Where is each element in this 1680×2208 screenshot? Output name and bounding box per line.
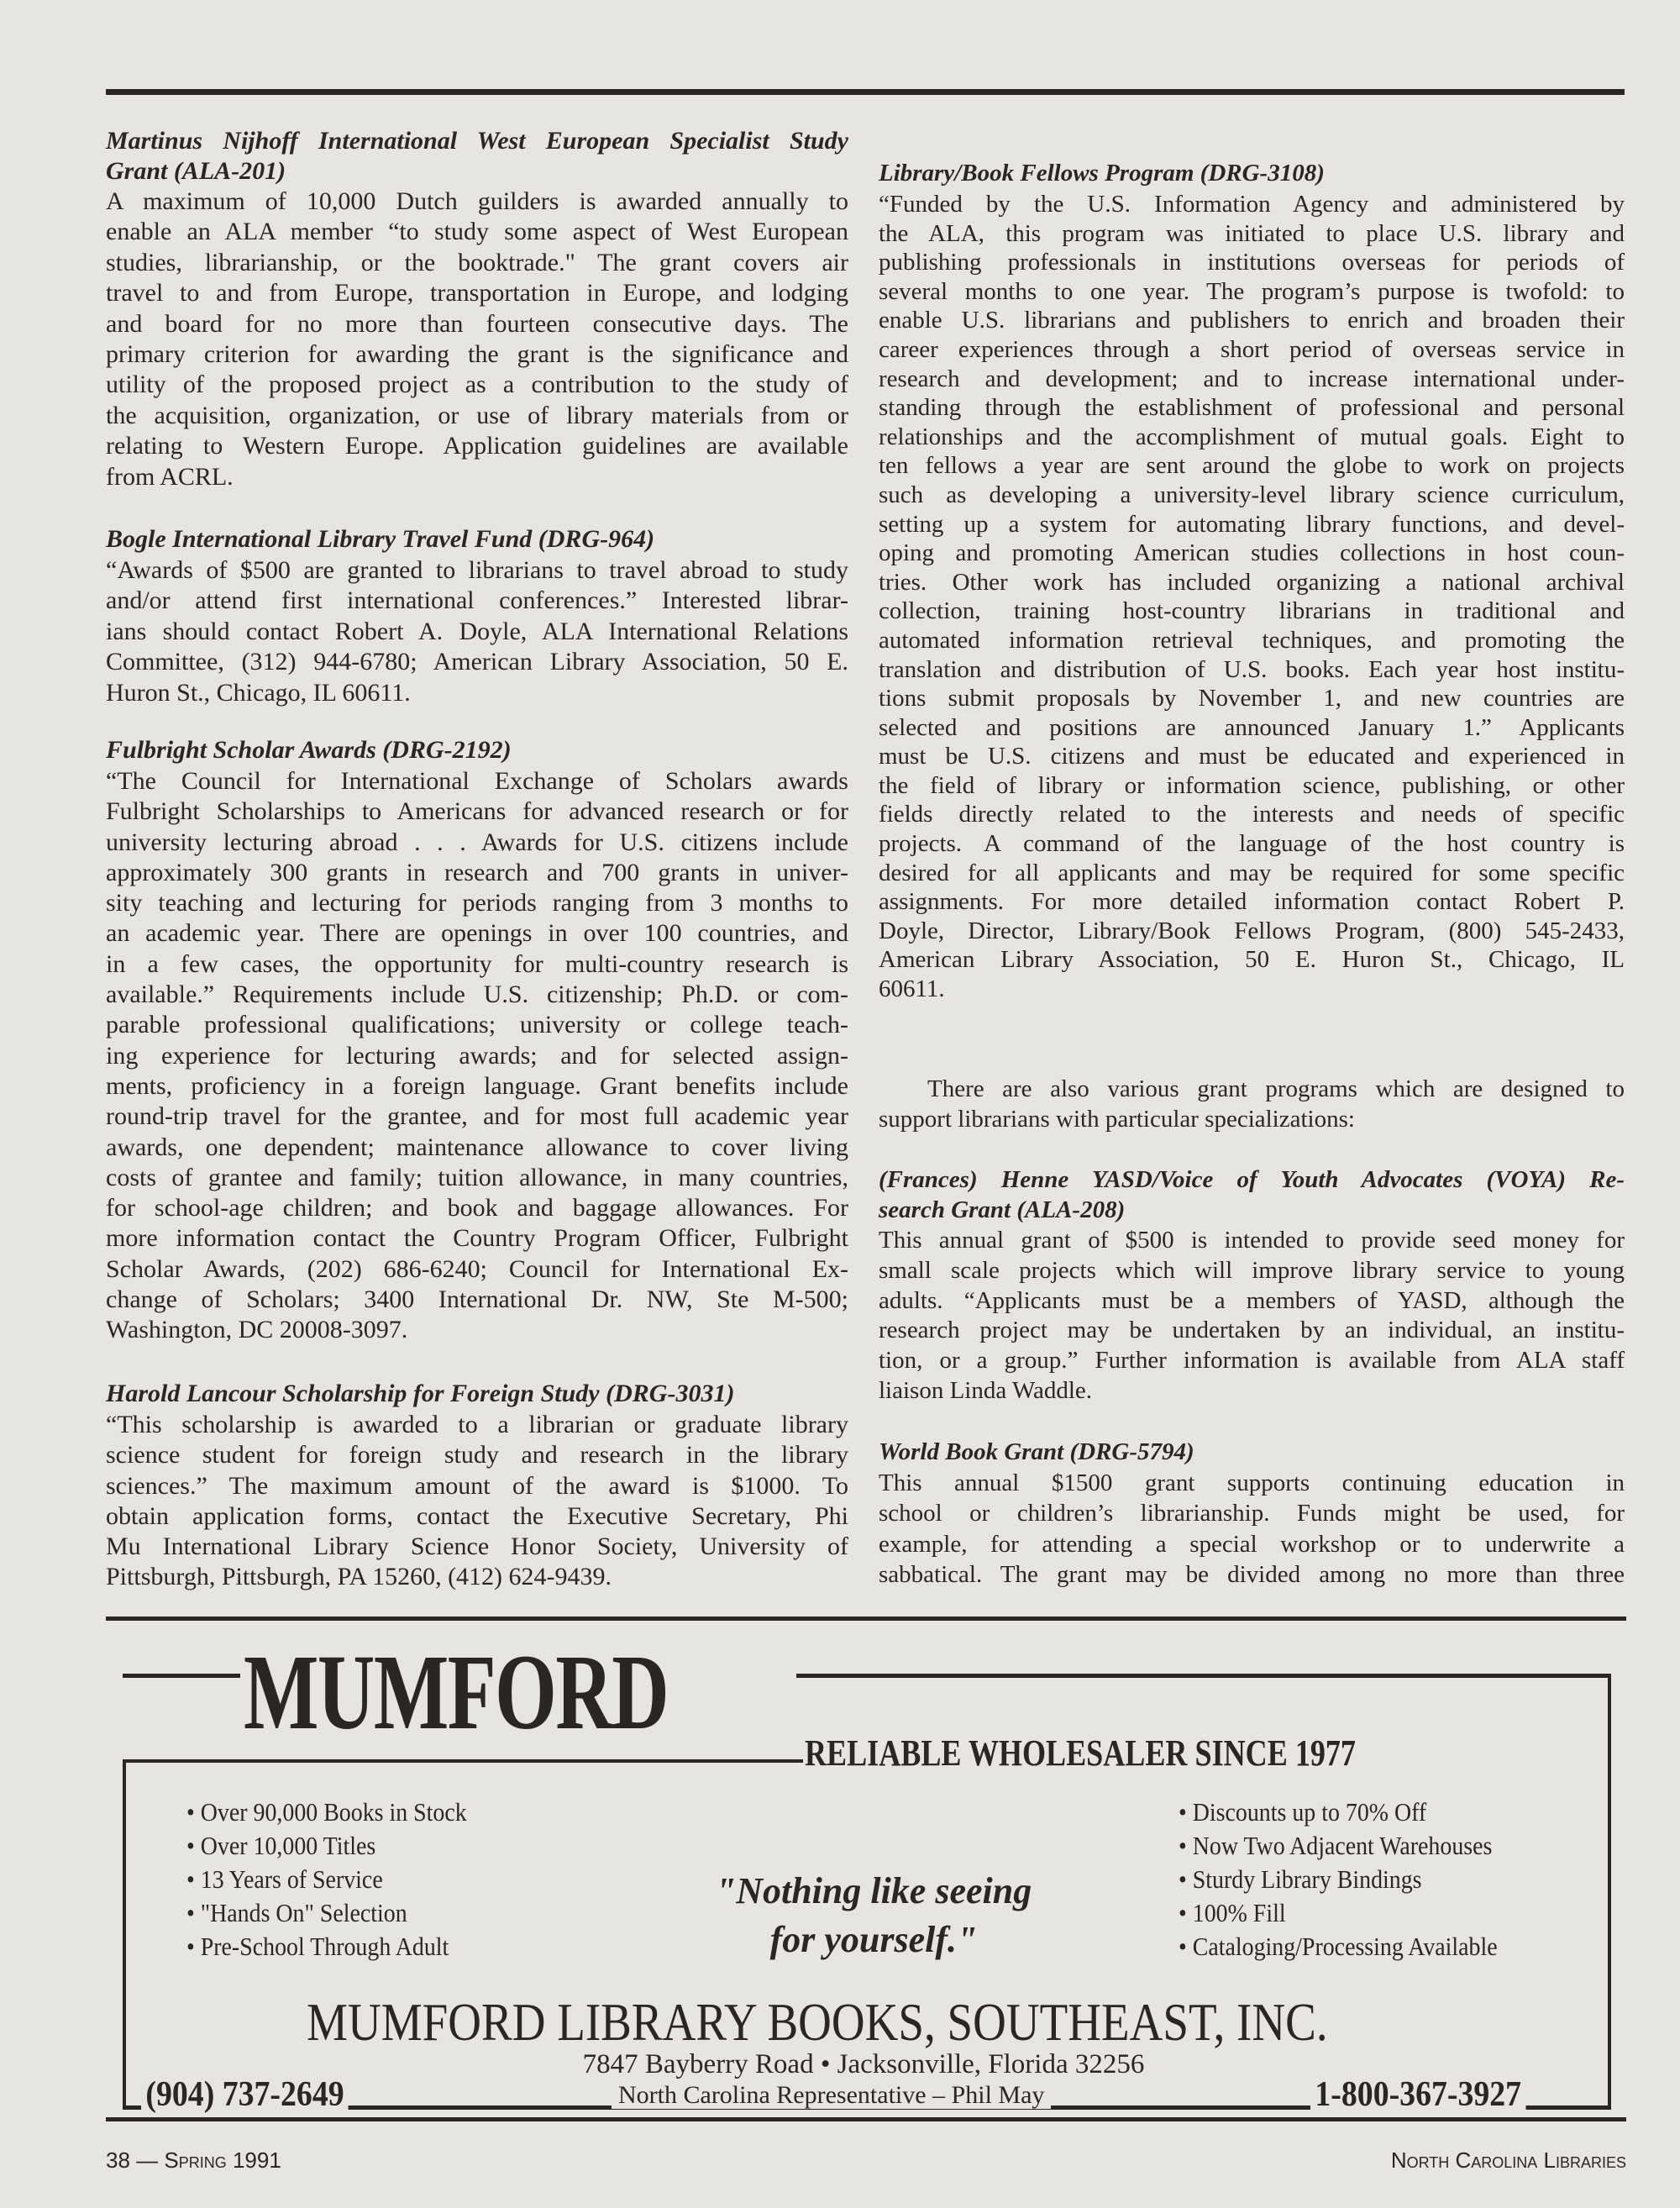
nijhoff-body xyxy=(106,187,848,492)
text-line: “The Council for International Exchange of Scholars awards xyxy=(106,767,848,795)
text-line: fields directly related to the interests and needs of specific xyxy=(879,801,1625,828)
text-line: obtain application forms, contact the Executive Secretary, Phi xyxy=(106,1501,848,1530)
ad-phone-local: (904) 737-2649 xyxy=(141,2075,349,2114)
ad-left-flank-rule xyxy=(123,1674,240,1678)
henne-body xyxy=(879,1226,1625,1406)
text-line: from ACRL. xyxy=(106,462,234,491)
henne-heading xyxy=(879,1164,1625,1225)
text-line: World Book Grant (DRG-5794) xyxy=(879,1438,1194,1465)
text-line: utility of the proposed project as a contribution to the study of xyxy=(106,371,848,399)
text-line: publishing professionals in institutions overseas for periods of xyxy=(879,249,1625,276)
text-line: ten fellows a year are sent around the globe to work on projects xyxy=(879,452,1625,480)
text-line: small scale projects which will improve library service to young xyxy=(879,1256,1625,1284)
lancour-heading xyxy=(106,1379,848,1409)
text-line: automated information retrieval techniques, and promoting the xyxy=(879,626,1625,654)
text-line: awards, one dependent; maintenance allowance to cover living xyxy=(106,1133,848,1161)
text-line: tion, or a group.” Further information is available from ALA staff xyxy=(879,1347,1625,1375)
text-line: more information contact the Country Program Officer, Fulbright xyxy=(106,1224,848,1253)
ad-bullet: • Pre-School Through Adult xyxy=(186,1932,449,1961)
text-line: sciences.” The maximum amount of the award is $1000. To xyxy=(106,1471,848,1500)
text-line: standing through the establishment of professional and personal xyxy=(879,394,1625,422)
ad-slogan-line: for yourself." xyxy=(769,1919,978,1960)
ad-bullet: • Over 10,000 Titles xyxy=(186,1831,376,1860)
text-line: example, for attending a special workshop or to underwrite a xyxy=(879,1530,1625,1558)
text-line: American Library Association, 50 E. Huron St., Chicago, IL xyxy=(879,946,1625,974)
text-line: Doyle, Director, Library/Book Fellows Program, (800) 545-2433, xyxy=(879,917,1625,944)
ad-bullet: • "Hands On" Selection xyxy=(186,1898,407,1927)
text-line: Bogle International Library Travel Fund (DRG-964) xyxy=(106,525,655,553)
text-line: A maximum of 10,000 Dutch guilders is awarded annually to xyxy=(106,187,848,215)
ad-company-name: MUMFORD LIBRARY BOOKS, SOUTHEAST, INC. xyxy=(307,1992,1328,2052)
text-line: tries. Other work has included organizing a national archival xyxy=(879,568,1625,596)
text-line: Martinus Nijhoff International West European Specialist Study xyxy=(106,127,848,155)
text-line: 60611. xyxy=(879,975,945,1003)
text-line: “This scholarship is awarded to a librarian or graduate library xyxy=(106,1411,848,1438)
ad-bullet: • Over 90,000 Books in Stock xyxy=(186,1797,467,1827)
text-line: Huron St., Chicago, IL 60611. xyxy=(106,678,411,707)
text-line: such as developing a university-level library science curriculum, xyxy=(879,481,1625,508)
fulbright-body xyxy=(106,766,848,1346)
top-rule xyxy=(106,89,1625,95)
lancour-body xyxy=(106,1410,848,1593)
text-line: ing experience for lecturing awards; and for selected assign- xyxy=(106,1041,848,1070)
ad-bullet: • 13 Years of Service xyxy=(186,1864,383,1894)
ad-slogan xyxy=(689,1867,1058,1964)
intro-paragraph xyxy=(879,1074,1625,1134)
ad-bullet: • 100% Fill xyxy=(1179,1898,1286,1927)
ad-brand-logo: MUMFORD xyxy=(244,1632,669,1752)
text-line: approximately 300 grants in research and 700 grants in univer- xyxy=(106,858,848,886)
text-line: Washington, DC 20008-3097. xyxy=(106,1316,408,1344)
text-line: change of Scholars; 3400 International Dr. NW, Ste M-500; xyxy=(106,1285,848,1314)
ad-bullet: • Discounts up to 70% Off xyxy=(1179,1797,1427,1827)
text-line: This annual $1500 grant supports continuing education in xyxy=(879,1469,1625,1496)
ad-slogan-line: "Nothing like seeing xyxy=(715,1870,1032,1911)
text-line: available.” Requirements include U.S. citizenship; Ph.D. or com- xyxy=(106,980,848,1009)
text-line: oping and promoting American studies collections in host coun- xyxy=(879,539,1625,567)
text-line: tions submit proposals by November 1, and new countries are xyxy=(879,685,1625,712)
text-line: several months to one year. The program’s purpose is twofold: to xyxy=(879,277,1625,305)
ad-tagline: RELIABLE WHOLESALER SINCE 1977 xyxy=(805,1732,1356,1774)
text-line: “Funded by the U.S. Information Agency and administered by xyxy=(879,191,1625,218)
text-line: setting up a system for automating library functions, and devel- xyxy=(879,510,1625,538)
text-line: collection, training host-country librarians in traditional and xyxy=(879,597,1625,625)
ad-bullet: • Cataloging/Processing Available xyxy=(1179,1932,1498,1961)
text-line: for school-age children; and book and baggage allowances. For xyxy=(106,1194,848,1222)
ad-bottom-rule xyxy=(106,2117,1626,2121)
text-line: search Grant (ALA-208) xyxy=(879,1196,1126,1223)
fellows-body xyxy=(879,190,1625,1004)
text-line: and board for no more than fourteen consecutive days. The xyxy=(106,309,848,338)
ad-right-bullets xyxy=(1179,1795,1533,1964)
text-line: enable an ALA member “to study some aspect of West European xyxy=(106,218,848,246)
text-line: This annual grant of $500 is intended to provide seed money for xyxy=(879,1227,1625,1254)
text-line: research and development; and to increase international under- xyxy=(879,365,1625,392)
text-line: Grant (ALA-201) xyxy=(106,157,286,185)
text-line: an academic year. There are openings in over 100 countries, and xyxy=(106,919,848,948)
text-line: career experiences through a short period of overseas service in xyxy=(879,335,1625,363)
text-line: Mu International Library Science Honor Society, University of xyxy=(106,1532,848,1561)
fellows-heading xyxy=(879,158,1625,188)
bogle-body xyxy=(106,555,848,708)
text-line: research project may be undertaken by an individual, an institu- xyxy=(879,1317,1625,1344)
text-line: assignments. For more detailed information contact Robert P. xyxy=(879,888,1625,916)
text-line: relationships and the accomplishment of mutual goals. Eight to xyxy=(879,423,1625,450)
text-line: primary criterion for awarding the grant is the significance and xyxy=(106,340,848,369)
text-line: projects. A command of the language of the host country is xyxy=(879,830,1625,858)
text-line: Committee, (312) 944-6780; American Library Association, 50 E. xyxy=(106,648,848,676)
text-line: ians should contact Robert A. Doyle, ALA International Relations xyxy=(106,617,848,645)
text-line: enable U.S. librarians and publishers to enrich and broaden their xyxy=(879,307,1625,334)
ad-address: 7847 Bayberry Road • Jacksonville, Florida 32256 xyxy=(582,2049,1145,2079)
text-line: studies, librarianship, or the booktrade." The grant covers air xyxy=(106,248,848,276)
text-line: the ALA, this program was initiated to place U.S. library and xyxy=(879,219,1625,247)
worldbook-heading xyxy=(879,1437,1625,1467)
ad-right-border xyxy=(1608,1674,1611,2109)
text-line: and/or attend first international conferences.” Interested librar- xyxy=(106,586,848,615)
text-line: desired for all applicants and may be required for some specific xyxy=(879,859,1625,886)
ad-phone-tollfree: 1-800-367-3927 xyxy=(1310,2075,1525,2114)
text-line: costs of grantee and family; tuition allowance, in many countries, xyxy=(106,1163,848,1191)
text-line: sity teaching and lecturing for periods ranging from 3 months to xyxy=(106,889,848,917)
text-line: There are also various grant programs which are designed to xyxy=(927,1075,1625,1102)
text-line: (Frances) Henne YASD/Voice of Youth Advocates (VOYA) Re- xyxy=(879,1166,1625,1193)
bogle-heading xyxy=(106,524,848,555)
text-line: parable professional qualifications; university or college teach- xyxy=(106,1011,848,1039)
text-line: liaison Linda Waddle. xyxy=(879,1376,1093,1404)
ad-top-rule xyxy=(106,1617,1626,1621)
text-line: ments, proficiency in a foreign language. Grant benefits include xyxy=(106,1071,848,1100)
text-line: science student for foreign study and research in the library xyxy=(106,1441,848,1469)
page-number-date: 38 — Spring 1991 xyxy=(106,2148,281,2173)
ad-right-flank-rule xyxy=(796,1674,1611,1678)
text-line: sabbatical. The grant may be divided among no more than three xyxy=(879,1560,1625,1588)
nijhoff-heading xyxy=(106,126,848,187)
text-line: “Awards of $500 are granted to librarians to travel abroad to study xyxy=(106,556,848,584)
worldbook-body xyxy=(879,1468,1625,1590)
publication-name: North Carolina Libraries xyxy=(1390,2148,1626,2173)
text-line: Fulbright Scholarships to Americans for advanced research or for xyxy=(106,797,848,826)
text-line: in a few cases, the opportunity for multi-country research is xyxy=(106,949,848,978)
text-line: university lecturing abroad . . . Awards for U.S. citizens include xyxy=(106,828,848,856)
text-line: travel to and from Europe, transportation in Europe, and lodging xyxy=(106,279,848,308)
text-line: the acquisition, organization, or use of library materials from or xyxy=(106,401,848,429)
text-line: must be U.S. citizens and must be educated and experienced in xyxy=(879,743,1625,770)
text-line: school or children’s librarianship. Funds might be used, for xyxy=(879,1500,1625,1527)
text-line: Fulbright Scholar Awards (DRG-2192) xyxy=(106,736,512,764)
text-line: Library/Book Fellows Program (DRG-3108) xyxy=(879,160,1325,187)
text-line: relating to Western Europe. Application guidelines are available xyxy=(106,432,848,460)
text-line: Harold Lancour Scholarship for Foreign Study (DRG-3031) xyxy=(106,1380,735,1407)
text-line: round-trip travel for the grantee, and for most full academic year xyxy=(106,1102,848,1131)
ad-bullet: • Now Two Adjacent Warehouses xyxy=(1179,1831,1493,1860)
ad-representative: North Carolina Representative – Phil May xyxy=(612,2082,1051,2109)
text-line: selected and positions are announced January 1.” Applicants xyxy=(879,713,1625,741)
text-line: adults. “Applicants must be a members of YASD, although the xyxy=(879,1286,1625,1314)
fulbright-heading xyxy=(106,735,848,765)
text-line: support librarians with particular specializations: xyxy=(879,1106,1355,1133)
text-line: the field of library or information science, publishing, or other xyxy=(879,771,1625,799)
ad-bullet: • Sturdy Library Bindings xyxy=(1179,1864,1422,1894)
text-line: Pittsburgh, Pittsburgh, PA 15260, (412) 624-9439. xyxy=(106,1563,612,1591)
ad-left-bullets xyxy=(186,1795,498,1964)
ad-inner-top-rule xyxy=(123,1759,803,1763)
text-line: translation and distribution of U.S. books. Each year host institu- xyxy=(879,655,1625,683)
text-line: Scholar Awards, (202) 686-6240; Council for International Ex- xyxy=(106,1254,848,1283)
